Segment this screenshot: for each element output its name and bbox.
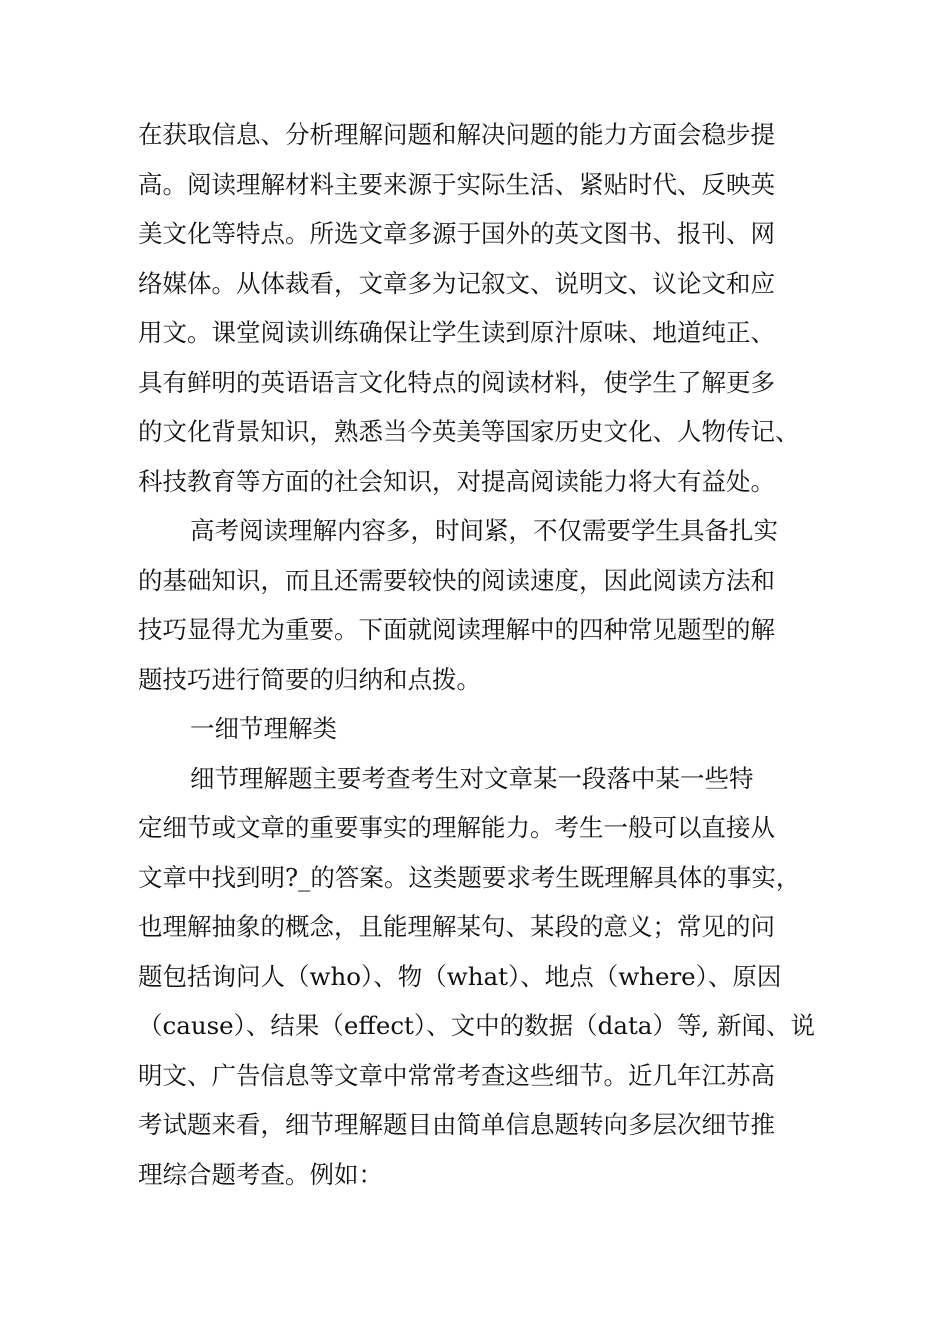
text-line: 科技教育等方面的社会知识，对提高阅读能力将大有益处。 bbox=[138, 466, 775, 496]
text-line: 理综合题考查。例如： bbox=[138, 1159, 383, 1189]
text-line: 用文。课堂阅读训练确保让学生读到原汁原味、地道纯正、 bbox=[138, 318, 775, 347]
text-line: 的文化背景知识，熟悉当今英美等国家历史文化、人物传记、 bbox=[138, 417, 800, 446]
text-line: 的基础知识，而且还需要较快的阅读速度，因此阅读方法和 bbox=[138, 565, 775, 595]
text-line: 明文、广告信息等文章中常常考查这些细节。近几年江苏高 bbox=[138, 1060, 775, 1090]
paragraph-start-line: 高考阅读理解内容多，时间紧，不仅需要学生具备扎实 bbox=[190, 516, 778, 545]
text-line: 技巧显得尤为重要。下面就阅读理解中的四种常见题型的解 bbox=[138, 615, 775, 644]
paragraph-start-line: 细节理解题主要考查考生对文章某一段落中某一些特 bbox=[190, 763, 754, 793]
body-text bbox=[138, 110, 858, 1199]
text-line: （cause）、结果（effect）、文中的数据（data）等, 新闻、说 bbox=[138, 1011, 815, 1040]
text-line: 题包括询问人（who）、物（what）、地点（where）、原因 bbox=[138, 961, 782, 991]
text-line: 在获取信息、分析理解问题和解决问题的能力方面会稳步提 bbox=[138, 120, 775, 149]
text-line: 也理解抽象的概念，且能理解某句、某段的意义；常见的问 bbox=[138, 912, 775, 941]
section-heading: 一细节理解类 bbox=[190, 714, 337, 743]
text-line: 题技巧进行简要的归纳和点拨。 bbox=[138, 664, 481, 694]
text-line: 美文化等特点。所选文章多源于国外的英文图书、报刊、网 bbox=[138, 219, 775, 248]
text-line: 定细节或文章的重要事实的理解能力。考生一般可以直接从 bbox=[138, 813, 775, 842]
text-line: 高。阅读理解材料主要来源于实际生活、紧贴时代、反映英 bbox=[138, 169, 775, 199]
text-line: 络媒体。从体裁看，文章多为记叙文、说明文、议论文和应 bbox=[138, 268, 775, 298]
text-line: 文章中找到明?_的答案。这类题要求考生既理解具体的事实， bbox=[138, 862, 801, 892]
text-line: 考试题来看，细节理解题目由简单信息题转向多层次细节推 bbox=[138, 1110, 775, 1139]
text-line: 具有鲜明的英语语言文化特点的阅读材料，使学生了解更多 bbox=[138, 367, 775, 397]
